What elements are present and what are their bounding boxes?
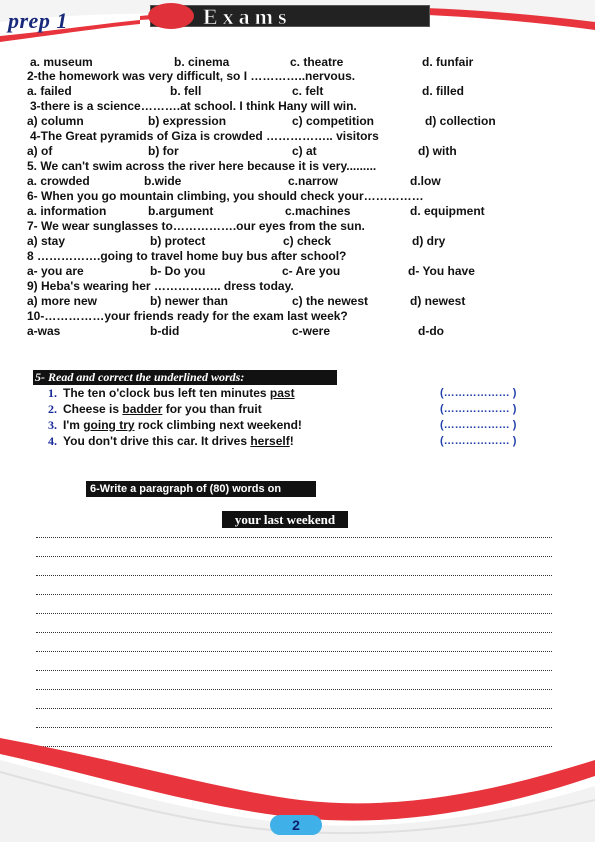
underlined-word: past <box>269 386 295 400</box>
question-5-stem: 5. We can't swim across the river here because it is very......... <box>27 159 377 173</box>
writing-line[interactable] <box>36 651 552 652</box>
question-6-stem: 6- When you go mountain climbing, you should check your…………… <box>27 189 424 203</box>
q7-option-a: a) stay <box>27 234 66 248</box>
q7-option-c: c) check <box>283 234 332 248</box>
q3-option-b: b) expression <box>148 114 227 128</box>
answer-blank-2[interactable]: (……………… ) <box>440 403 517 415</box>
q8-option-a: a- you are <box>27 264 84 278</box>
question-4-stem: 4-The Great pyramids of Giza is crowded …………….. visitors <box>30 129 379 143</box>
correction-item-4: 4. You don't drive this car. It drives herself! <box>48 434 294 448</box>
correction-item-3: 3. I'm going try rock climbing next weekend! <box>48 418 302 432</box>
q2-option-d: d. filled <box>422 84 464 98</box>
underlined-word: going try <box>83 418 135 432</box>
writing-line[interactable] <box>36 575 552 576</box>
q2-option-b: b. fell <box>170 84 202 98</box>
q10-option-b: b-did <box>150 324 180 338</box>
correction-item-2: 2. Cheese is badder for you than fruit <box>48 402 262 416</box>
writing-line[interactable] <box>36 670 552 671</box>
q7-option-b: b) protect <box>150 234 206 248</box>
q9-option-d: d) newest <box>410 294 466 308</box>
q5-option-a: a. crowded <box>27 174 90 188</box>
question-7-stem: 7- We wear sunglasses to…………….our eyes from the sun. <box>27 219 365 233</box>
q6-option-d: d. equipment <box>410 204 485 218</box>
q4-option-c: c) at <box>292 144 317 158</box>
answer-blank-4[interactable]: (……………… ) <box>440 435 517 447</box>
underlined-word: herself <box>250 434 290 448</box>
red-blob-decoration <box>148 3 194 29</box>
q8-option-b: b- Do you <box>150 264 206 278</box>
q9-option-b: b) newer than <box>150 294 229 308</box>
exams-title: Exams <box>203 4 292 29</box>
page-number: 2 <box>292 817 300 833</box>
question-9-stem: 9) Heba's wearing her …………….. dress today. <box>27 279 294 293</box>
answer-blank-3[interactable]: (……………… ) <box>440 419 517 431</box>
q4-option-b: b) for <box>148 144 179 158</box>
q4-option-d: d) with <box>418 144 457 158</box>
q6-option-c: c.machines <box>285 204 351 218</box>
prep-label: prep 1 <box>8 8 68 33</box>
q1-option-b: b. cinema <box>174 55 230 69</box>
writing-line[interactable] <box>36 537 552 538</box>
q10-option-c: c-were <box>292 324 331 338</box>
q10-option-d: d-do <box>418 324 444 338</box>
correction-item-1: 1. The ten o'clock bus left ten minutes past <box>48 386 295 400</box>
writing-line[interactable] <box>36 689 552 690</box>
q9-option-c: c) the newest <box>292 294 369 308</box>
answer-blank-1[interactable]: (……………… ) <box>440 387 517 399</box>
q4-option-a: a) of <box>27 144 53 158</box>
q5-option-c: c.narrow <box>288 174 339 188</box>
section-5-heading: 5- Read and correct the underlined words: <box>33 370 337 385</box>
q5-option-b: b.wide <box>144 174 182 188</box>
q10-option-a: a-was <box>27 324 61 338</box>
section-6-topic: your last weekend <box>222 511 348 528</box>
underlined-word: badder <box>122 402 163 416</box>
q5-option-d: d.low <box>410 174 441 188</box>
writing-line[interactable] <box>36 613 552 614</box>
q3-option-a: a) column <box>27 114 84 128</box>
q8-option-c: c- Are you <box>282 264 341 278</box>
question-8-stem: 8 …………….going to travel home buy bus after school? <box>27 249 347 263</box>
q9-option-a: a) more new <box>27 294 98 308</box>
writing-line[interactable] <box>36 594 552 595</box>
section-6-heading: 6-Write a paragraph of (80) words on <box>86 481 316 497</box>
q2-option-c: c. felt <box>292 84 324 98</box>
q6-option-b: b.argument <box>148 204 214 218</box>
q1-option-a: a. museum <box>30 55 93 69</box>
question-2-stem: 2-the homework was very difficult, so I …………..nervous. <box>27 69 356 83</box>
q1-option-c: c. theatre <box>290 55 344 69</box>
writing-line[interactable] <box>36 556 552 557</box>
writing-line[interactable] <box>36 708 552 709</box>
question-10-stem: 10-……………your friends ready for the exam last week? <box>27 309 348 323</box>
q7-option-d: d) dry <box>412 234 446 248</box>
q3-option-c: c) competition <box>292 114 375 128</box>
question-3-stem: 3-there is a science……….at school. I think Hany will win. <box>30 99 357 113</box>
writing-line[interactable] <box>36 632 552 633</box>
q1-option-d: d. funfair <box>422 55 474 69</box>
q8-option-d: d- You have <box>408 264 475 278</box>
q3-option-d: d) collection <box>425 114 496 128</box>
q2-option-a: a. failed <box>27 84 72 98</box>
q6-option-a: a. information <box>27 204 107 218</box>
